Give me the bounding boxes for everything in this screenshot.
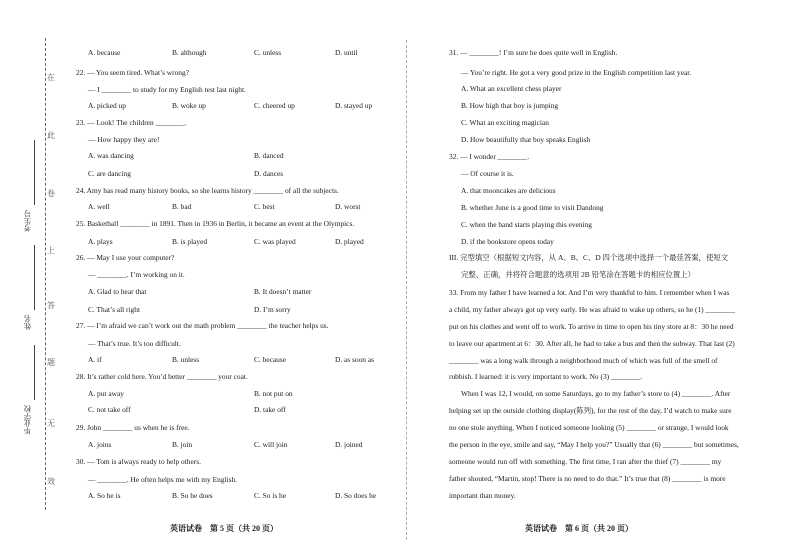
option-text: A. picked up xyxy=(88,101,126,110)
option-text: D. until xyxy=(335,48,358,57)
option-text: A. well xyxy=(88,202,110,211)
option-text: C. cheered up xyxy=(254,101,295,110)
option-text: D. joined xyxy=(335,440,363,449)
passage-line: When I was 12, I would, on some Saturdays, go to my father’s store to (4) ________. After xyxy=(461,389,731,398)
section-heading: III. 完型填空（根据短文内容，从 A、B、C、D 四个选项中选择一个最佳答案，使短文 xyxy=(449,253,729,262)
question-text: D. How beautifully that boy speaks English xyxy=(461,135,591,144)
passage-line: rubbish. I learned: it is very important to work. No (3) ________. xyxy=(449,372,643,381)
question-text: A. that mooncakes are delicious xyxy=(461,186,556,195)
question-text: 28. It’s rather cold here. You’d better ________ your coat. xyxy=(76,372,248,381)
question-text: 24. Amy has read many history books, so she learns history ________ of all the subjects. xyxy=(76,186,339,195)
option-text: A. put away xyxy=(88,389,124,398)
question-text: — ________. I’m working on it. xyxy=(88,270,185,279)
option-text: C. not take off xyxy=(88,405,131,414)
passage-line: father shouted, “Martin, stop! There is no need to do that.” It’s true that (8) ________ is more xyxy=(449,474,726,483)
option-text: B. is played xyxy=(172,237,208,246)
option-text: A. was dancing xyxy=(88,151,134,160)
question-text: 25. Basketball ________ in 1891. Then in 1936 in Berlin, it became an event at the Olympics. xyxy=(76,219,355,228)
option-text: D. I’m sorry xyxy=(254,305,291,314)
question-text: 32. — I wonder ________. xyxy=(449,152,530,161)
option-text: B. although xyxy=(172,48,207,57)
option-text: A. because xyxy=(88,48,121,57)
page-divider xyxy=(406,40,407,540)
option-text: C. are dancing xyxy=(88,169,131,178)
option-text: B. join xyxy=(172,440,193,449)
passage-line: ________ was a long walk through a neighborhood much of which was full of the smell of xyxy=(449,356,718,365)
passage-line: no one stole anything. When I noticed someone looking (5) ________ or strange, I would look xyxy=(449,423,729,432)
question-text: D. if the bookstore opens today xyxy=(461,237,554,246)
passage-line: put on his clothes and went off to work. To arrive in time to open his tiny store at 8：30 he need xyxy=(449,322,734,331)
seal-dashed-line xyxy=(45,38,46,510)
right-page-footer: 英语试卷 第 6 页（共 20 页） xyxy=(525,524,633,533)
option-text: D. played xyxy=(335,237,364,246)
question-text: 27. — I’m afraid we can’t work out the math problem ________ the teacher helps us. xyxy=(76,321,329,330)
option-text: D. So does he xyxy=(335,491,377,500)
option-text: A. plays xyxy=(88,237,113,246)
option-text: B. unless xyxy=(172,355,200,364)
question-text: 31. — ________! I’m sure he does quite well in English. xyxy=(449,48,618,57)
option-text: A. So he is xyxy=(88,491,121,500)
question-text: — How happy they are! xyxy=(88,135,160,144)
option-text: C. So is he xyxy=(254,491,287,500)
name-label: 姓名 xyxy=(23,315,32,330)
question-text: — You’re right. He got a very good prize in the English competition last year. xyxy=(461,68,692,77)
question-text: C. when the band starts playing this evening xyxy=(461,220,592,229)
option-text: D. take off xyxy=(254,405,286,414)
option-text: D. worst xyxy=(335,202,361,211)
option-text: C. was played xyxy=(254,237,296,246)
section-heading: 完整、正确，并将符合题意的选项用 2B 铅笔涂在答题卡的相应位置上） xyxy=(461,270,696,279)
option-text: A. Glad to hear that xyxy=(88,287,147,296)
option-text: B. So he does xyxy=(172,491,213,500)
exam-no-line xyxy=(34,140,35,205)
option-text: C. will join xyxy=(254,440,288,449)
question-text: C. What an exciting magician xyxy=(461,118,549,127)
seal-char: 题 xyxy=(47,358,55,367)
seal-char: 卷 xyxy=(47,189,55,198)
option-text: C. because xyxy=(254,355,287,364)
seal-char: 效 xyxy=(47,477,55,486)
question-text: A. What an excellent chess player xyxy=(461,84,562,93)
passage-line: 33. From my father I have learned a lot. And I’m very thankful to him. I remember when I was xyxy=(449,288,730,297)
school-label: 毕业学校 xyxy=(23,405,32,435)
passage-line: helping set up the outside clothing display(陈列), for the rest of the day, I’d watch to make sure xyxy=(449,406,732,415)
question-text: 30. — Tom is always ready to help others. xyxy=(76,457,201,466)
option-text: D. as soon as xyxy=(335,355,375,364)
question-text: 22. — You seem tired. What’s wrong? xyxy=(76,68,189,77)
question-text: B. whether June is a good time to visit Dandong xyxy=(461,203,604,212)
passage-line: someone would run off with something. The first time, I ran after the thief (7) ________ my xyxy=(449,457,722,466)
school-line xyxy=(34,345,35,400)
question-text: B. How high that boy is jumping xyxy=(461,101,559,110)
question-text: — That’s true. It’s too difficult. xyxy=(88,339,181,348)
seal-char: 答 xyxy=(47,301,55,310)
option-text: C. unless xyxy=(254,48,282,57)
option-text: B. not put on xyxy=(254,389,293,398)
seal-char: 上 xyxy=(47,246,55,255)
question-text: — I ________ to study for my English test last night. xyxy=(88,85,246,94)
question-text: 23. — Look! The children ________. xyxy=(76,118,187,127)
passage-line: to leave our apartment at 6：30. After all, he had to take a bus and then the subway. That last (2) xyxy=(449,339,735,348)
seal-char: 无 xyxy=(47,419,55,428)
question-text: — Of course it is. xyxy=(461,169,514,178)
option-text: B. It doesn’t matter xyxy=(254,287,312,296)
option-text: B. woke up xyxy=(172,101,206,110)
passage-line: important than money. xyxy=(449,491,516,500)
option-text: B. danced xyxy=(254,151,284,160)
option-text: D. dances xyxy=(254,169,284,178)
option-text: C. That’s all right xyxy=(88,305,141,314)
name-line xyxy=(34,245,35,310)
option-text: B. bad xyxy=(172,202,192,211)
option-text: A. if xyxy=(88,355,102,364)
seal-char: 此 xyxy=(47,131,55,140)
option-text: C. best xyxy=(254,202,275,211)
exam-no-label: 考生号 xyxy=(23,210,32,233)
question-text: — ________. He often helps me with my English. xyxy=(88,475,238,484)
option-text: D. stayed up xyxy=(335,101,373,110)
passage-line: the person in the eye, smile and say, “May I help you?” Usually that (6) ________ but sometimes, xyxy=(449,440,739,449)
left-page-footer: 英语试卷 第 5 页（共 20 页） xyxy=(170,524,278,533)
seal-char: 在 xyxy=(47,73,55,82)
question-text: 26. — May I use your computer? xyxy=(76,253,175,262)
question-text: 29. John ________ us when he is free. xyxy=(76,423,190,432)
passage-line: a child, my father always got up very early. He was afraid to wake up others, so he (1) ________ xyxy=(449,305,736,314)
option-text: A. joins xyxy=(88,440,112,449)
